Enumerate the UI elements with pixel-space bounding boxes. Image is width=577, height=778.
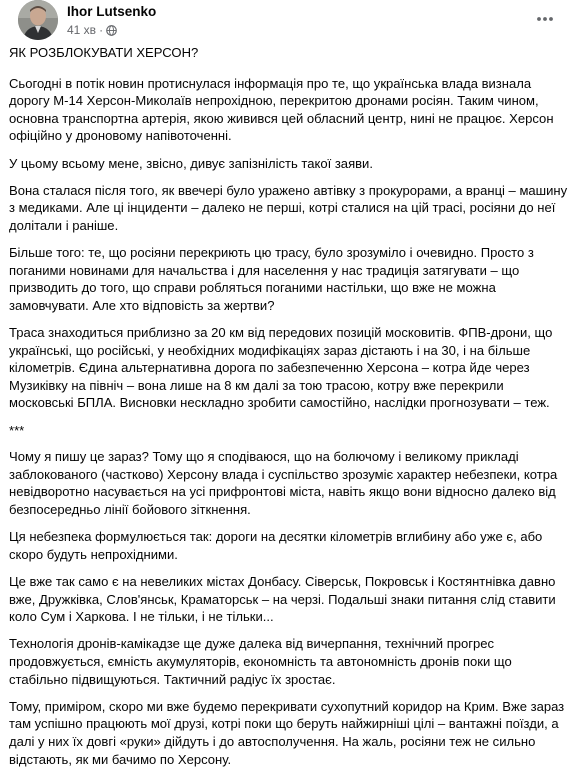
paragraph: Це вже так само є на невеликих містах Донбасу. Сіверськ, Покровськ і Костянтнівка давно вже, Дружківка, Слов'янськ, Краматорськ – на черзі. Подальші знаки питання слід ставити коло Сум і Харкова. І не тільки, і не тільки... bbox=[9, 574, 556, 625]
paragraph: Технологія дронів-камікадзе ще дуже далека від вичерпання, технічний прогрес продовжується, ємність акумуляторів, економність та автономність дронів поки що стабільно підвищуються. Тактичний радіус їх зростає. bbox=[9, 636, 512, 687]
post-headline: ЯК РОЗБЛОКУВАТИ ХЕРСОН? bbox=[9, 45, 199, 60]
post-meta bbox=[67, 23, 117, 37]
paragraph: Більше того: те, що росіяни перекриють цю трасу, було зрозуміло і очевидно. Просто з поганими новинами для начальства і для населення у нас традиція затягувати – що призводить до того, що справи робляться поганими настільки, що вже не можна замовчувати. Але хто відповість за жертви? bbox=[9, 245, 534, 313]
section-separator: *** bbox=[9, 422, 25, 438]
paragraph: Чому я пишу це зараз? Тому що я сподіваюся, що на болючому і великому прикладі заблокованого (частково) Херсону влада і суспільство зрозуміє характер небезпеки, котра невідворотно насувається на усі прифронтові міста, навіть якщо вони відносно далеко від безпосередньо лінії бойового зіткнення. bbox=[9, 449, 558, 518]
post-text bbox=[9, 44, 568, 778]
post-time-link[interactable]: 41 хв bbox=[67, 23, 97, 37]
paragraph: Ця небезпека формулюється так: дороги на десятки кілометрів вглибину або уже є, або скоро будуть непрохідними. bbox=[9, 529, 543, 562]
paragraph: Вона сталася після того, як ввечері було уражено автівку з прокурорами, а вранці – машину з медиками. Але ці інциденти – далеко не перші, котрі сталися на цій трасі, росіяни до неї долітали і раніше. bbox=[9, 182, 568, 233]
author-name-link[interactable]: Ihor Lutsenko bbox=[67, 4, 157, 19]
more-options-icon[interactable] bbox=[534, 8, 556, 30]
post-header bbox=[9, 0, 568, 46]
paragraph: У цьому всьому мене, звісно, дивує запізнілість такої заяви. bbox=[9, 155, 373, 171]
paragraph: Сьогодні в потік новин протиснулася інформація про те, що українська влада визнала дорогу М-14 Херсон-Миколаїв непрохідною, перекритою дронами росіян. Таким чином, основна транспортна артерія, якою живився цей обласний центр, нині не працює. Херсон офіційно у дроновому напівоточенні. bbox=[9, 75, 554, 144]
person-avatar[interactable] bbox=[18, 0, 58, 40]
paragraph: Тому, приміром, скоро ми вже будемо перекривати сухопутний коридор на Крим. Вже зараз там успішно працюють мої друзі, котрі поки що беруть найжирніші цілі – вантажні поїзди, а далі у них їх довгі «руки» дійдуть і до автосполучення. На жаль, росіяни теж не сильно відстають, як ми бачимо по Херсону. bbox=[9, 698, 565, 767]
meta-separator: · bbox=[99, 23, 104, 37]
paragraph: Траса знаходиться приблизно за 20 км від передових позицій московитів. ФПВ-дрони, що українські, що російські, у необхідних модифікаціях зараз дістають і на 30, і на більше кілометрів. Єдина альтернативна дорога по забезпеченню Херсона – котра йде через Музиківку на північ – вона лише на 8 км далі за тою трасою, котру вже перекрили московські БПЛА. Висновки нескладно зробити самостійно, наслідки прогнозувати – теж. bbox=[9, 325, 553, 411]
globe-icon[interactable] bbox=[106, 25, 117, 36]
avatar-image bbox=[18, 0, 58, 40]
